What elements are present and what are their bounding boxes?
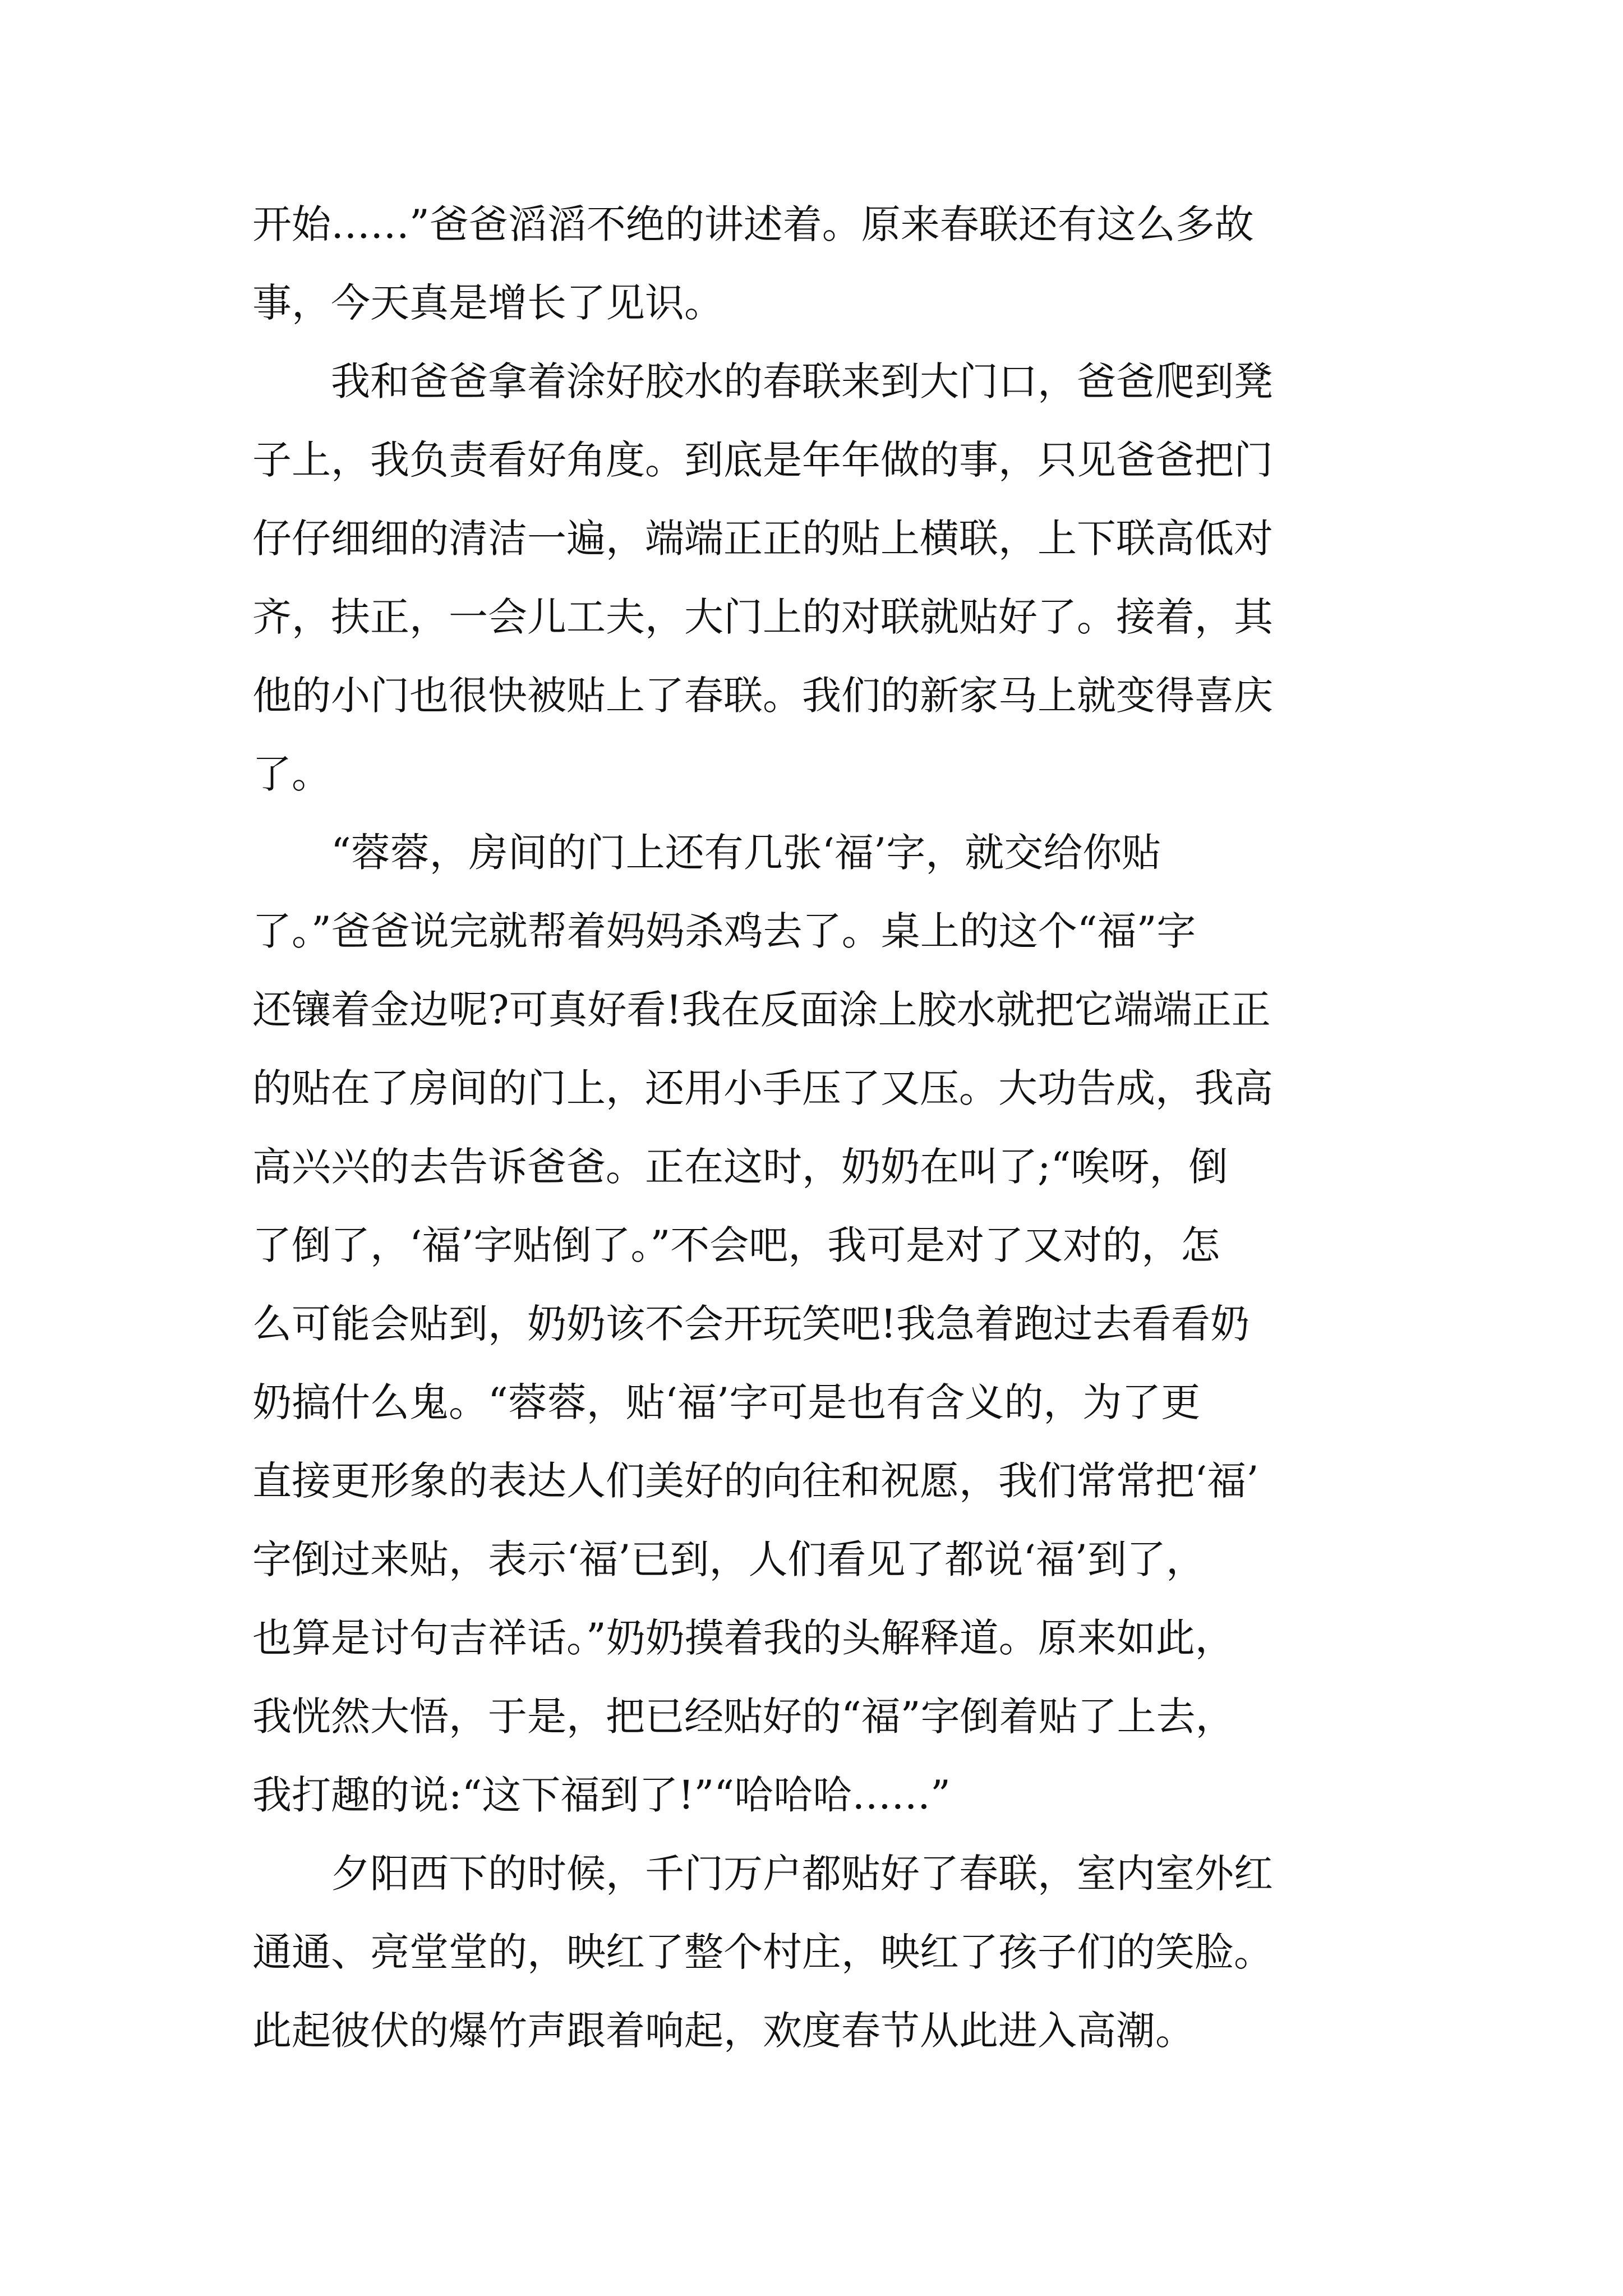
text-line: 事，今天真是增长了见识。: [252, 280, 723, 326]
text-line: 字倒过来贴，表示‘福’已到，人们看见了都说‘福’到了，: [252, 1536, 1206, 1582]
text-line: 我恍然大悟，于是，把已经贴好的“福”字倒着贴了上去，: [252, 1694, 1235, 1740]
text-line: 还镶着金边呢?可真好看!我在反面涂上胶水就把它端端正正: [252, 987, 1271, 1033]
paragraph-start-line: 夕阳西下的时候，千门万户都贴好了春联，室内室外红: [331, 1851, 1273, 1897]
text-line: 子上，我负责看好角度。到底是年年做的事，只见爸爸把门: [252, 437, 1273, 483]
text-line: 也算是讨句吉祥话。”奶奶摸着我的头解释道。原来如此，: [252, 1615, 1234, 1661]
text-line: 了。: [252, 751, 331, 797]
text-line: 了倒了，‘福’字贴倒了。”不会吧，我可是对了又对的，怎: [252, 1222, 1220, 1268]
paragraph-start-line: 我和爸爸拿着涂好胶水的春联来到大门口，爸爸爬到凳: [331, 358, 1273, 404]
text-line: 么可能会贴到，奶奶该不会开玩笑吧!我急着跑过去看看奶: [252, 1301, 1250, 1347]
text-line: 了。”爸爸说完就帮着妈妈杀鸡去了。桌上的这个“福”字: [252, 908, 1196, 954]
text-line: 开始……”爸爸滔滔不绝的讲述着。原来春联还有这么多故: [252, 201, 1254, 247]
text-line: 此起彼伏的爆竹声跟着响起，欢度春节从此进入高潮。: [252, 2008, 1195, 2054]
text-line: 仔仔细细的清洁一遍，端端正正的贴上横联，上下联高低对: [252, 516, 1273, 562]
text-line: 他的小门也很快被贴上了春联。我们的新家马上就变得喜庆: [252, 673, 1273, 719]
text-line: 的贴在了房间的门上，还用小手压了又压。大功告成，我高: [252, 1065, 1273, 1111]
text-line: 通通、亮堂堂的，映红了整个村庄，映红了孩子们的笑脸。: [252, 1929, 1273, 1975]
text-line: 直接更形象的表达人们美好的向往和祝愿，我们常常把‘福’: [252, 1458, 1259, 1504]
text-line: 奶搞什么鬼。“蓉蓉，贴‘福’字可是也有含义的，为了更: [252, 1379, 1201, 1425]
text-line: 高兴兴的去告诉爸爸。正在这时，奶奶在叫了;“唉呀，倒: [252, 1144, 1228, 1190]
text-line: 我打趣的说:“这下福到了!”“哈哈哈……”: [252, 1772, 951, 1818]
paragraph-start-line: “蓉蓉，房间的门上还有几张‘福’字，就交给你贴: [331, 830, 1161, 876]
text-line: 齐，扶正，一会儿工夫，大门上的对联就贴好了。接着，其: [252, 594, 1273, 640]
